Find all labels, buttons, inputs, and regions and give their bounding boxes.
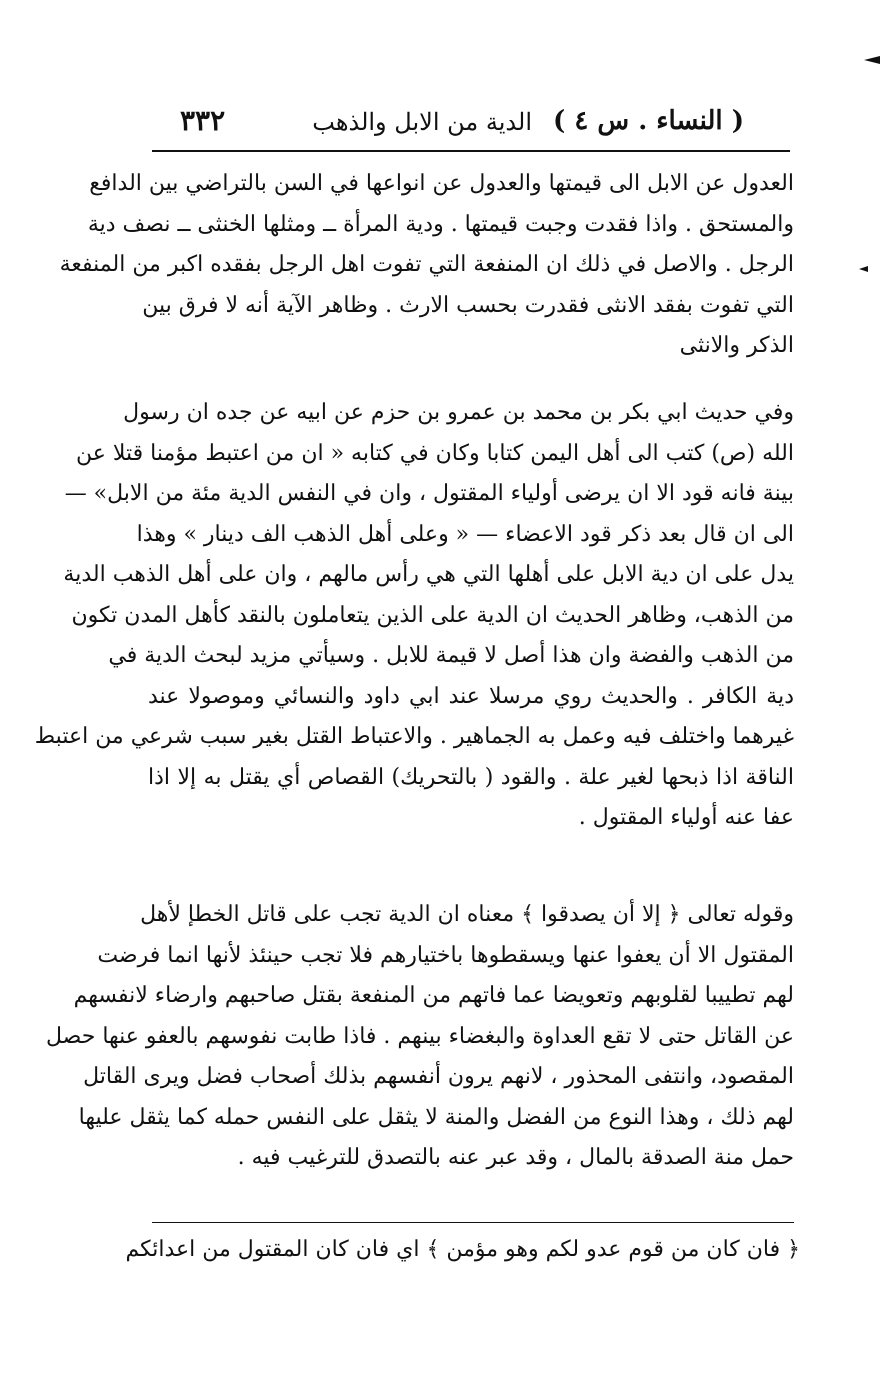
text-line: غيرهما واختلف فيه وعمل به الجماهير . والاعتباط القتل بغير سبب شرعي من اعتبط (34, 724, 794, 749)
surah-reference: ( النساء . س ٤ ) (553, 106, 744, 136)
text-line: حمل منة الصدقة بالمال ، وقد عبر عنه بالتصدق للترغيب فيه . (237, 1145, 794, 1170)
text-line: دية الكافر . والحديث روي مرسلا عند ابي داود والنسائي وموصولا عند (148, 683, 794, 709)
text-line: وقوله تعالى ﴿ إلا أن يصدقوا ﴾ معناه ان الدية تجب على قاتل الخطإ لأهل (140, 902, 794, 927)
paragraph (45, 895, 794, 1179)
text-line: يدل على ان دية الابل على أهلها التي هي رأس مالهم ، وان على أهل الذهب الدية (63, 562, 794, 587)
text-line: المقتول الا أن يعفوا عنها ويسقطوها باختيارهم فلا تجب حينئذ لأنها انما فرضت (97, 942, 794, 968)
text-line: الناقة اذا ذبحها لغير علة . والقود ( بالتحريك) القصاص أي يقتل به إلا اذا (148, 764, 794, 790)
text-line: بينة فانه قود الا ان يرضى أولياء المقتول ، وان في النفس الدية مئة من الابل» — (64, 481, 794, 506)
text-line: الله (ص) كتب الى أهل اليمن كتابا وكان في كتابه « ان من اعتبط مؤمنا قتلا عن (76, 440, 794, 466)
text-line: والمستحق . واذا فقدت وجبت قيمتها . ودية المرأة ــ ومثلها الخنثى ــ نصف دية (87, 211, 794, 237)
text-line: التي تفوت بفقد الانثى فقدرت بحسب الارث . وظاهر الآية أنه لا فرق بين (142, 292, 794, 318)
paragraph (59, 164, 794, 367)
text-line: وفي حديث ابي بكر بن محمد بن عمرو بن حزم عن ابيه عن جده ان رسول (123, 400, 794, 425)
margin-mark (859, 266, 868, 272)
running-title: الدية من الابل والذهب (312, 108, 532, 136)
running-header (150, 104, 790, 148)
text-line: العدول عن الابل الى قيمتها والعدول عن انواعها في السن بالتراضي بين الدافع (89, 171, 794, 196)
text-line: الرجل . والاصل في ذلك ان المنفعة التي تفوت اهل الرجل بفقده اكبر من المنفعة (59, 252, 794, 277)
paragraph (34, 393, 794, 839)
footnote-rule (152, 1222, 794, 1223)
text-line: الى ان قال بعد ذكر قود الاعضاء — « وعلى أهل الذهب الف دينار » وهذا (136, 521, 794, 547)
text-line: الذكر والانثى (679, 333, 794, 358)
text-line: لهم ذلك ، وهذا النوع من الفضل والمنة لا يثقل على النفس حمله كما يثقل عليها (78, 1104, 794, 1130)
text-line: عن القاتل حتى لا تقع العداوة والبغضاء بينهم . فاذا طابت نفوسهم بالعفو عنها حصل (45, 1023, 794, 1049)
margin-mark (864, 56, 880, 64)
page-number: ٣٣٢ (180, 104, 226, 137)
header-rule (152, 150, 790, 152)
text-line: لهم تطييبا لقلوبهم وتعويضا عما فاتهم من المنفعة بقتل صاحبهم وارضاء لانفسهم (73, 983, 794, 1008)
text-line: المقصود، وانتفى المحذور ، لانهم يرون أنفسهم بذلك أصحاب فضل ويرى القاتل (83, 1064, 794, 1089)
footnote: ﴿ فان كان من قوم عدو لكم وهو مؤمن ﴾ اي فان كان المقتول من اعدائكم (125, 1237, 800, 1262)
text-line: من الذهب، وظاهر الحديث ان الدية على الذين يتعاملون بالنقد كأهل المدن تكون (71, 602, 794, 628)
text-line: من الذهب والفضة وان هذا أصل لا قيمة للابل . وسيأتي مزيد لبحث الدية في (108, 643, 794, 668)
text-line: عفا عنه أولياء المقتول . (578, 805, 794, 830)
